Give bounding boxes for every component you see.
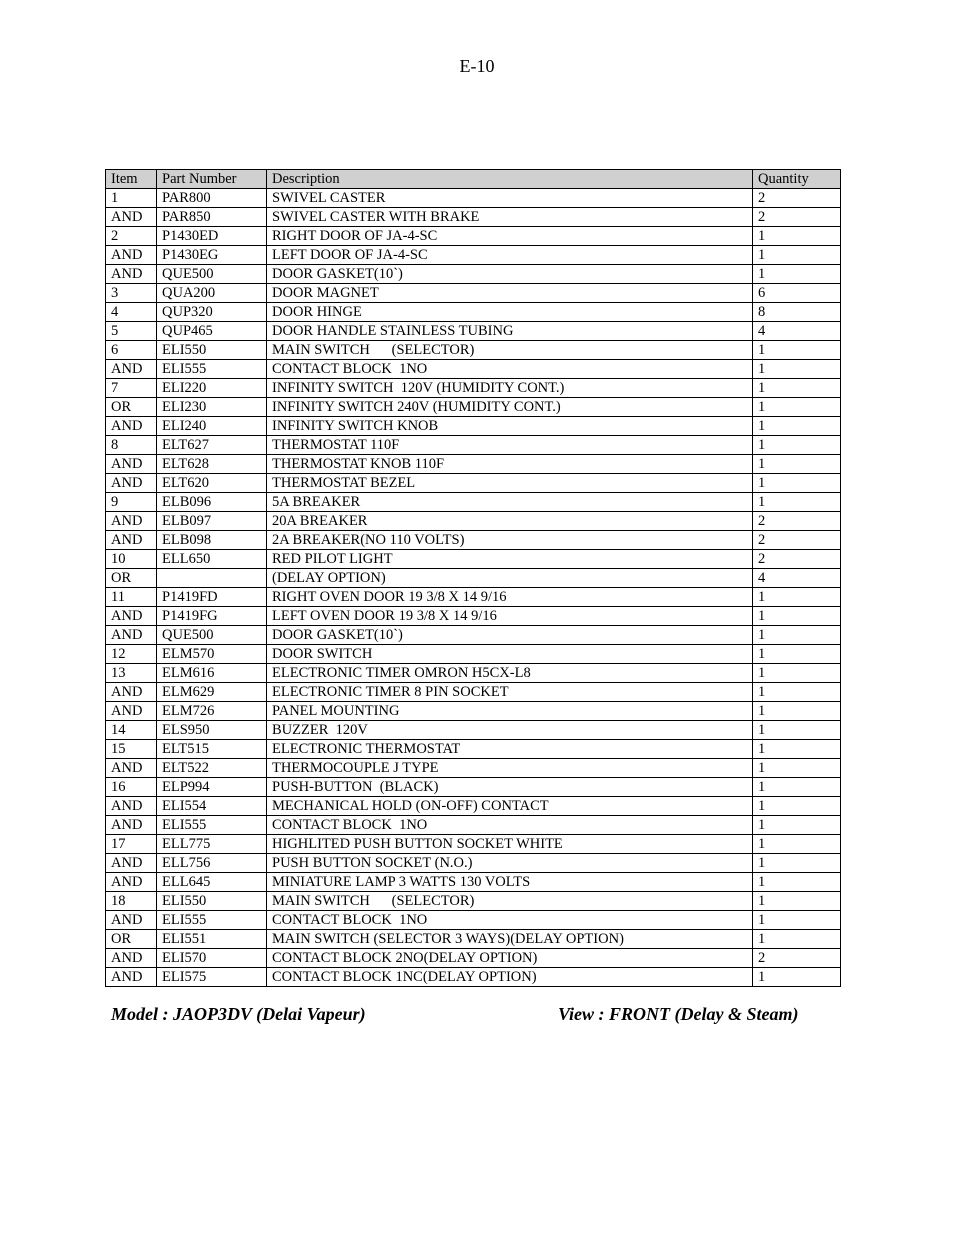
description-cell: DOOR MAGNET [267,284,753,303]
quantity-cell: 1 [753,930,841,949]
item-cell: AND [106,683,157,702]
item-cell: OR [106,398,157,417]
description-cell: INFINITY SWITCH 120V (HUMIDITY CONT.) [267,379,753,398]
part-number-cell: ELM616 [157,664,267,683]
part-number-cell: P1419FD [157,588,267,607]
description-cell: 20A BREAKER [267,512,753,531]
item-cell: 14 [106,721,157,740]
item-cell: AND [106,360,157,379]
description-cell: INFINITY SWITCH KNOB [267,417,753,436]
item-cell: AND [106,474,157,493]
part-number-cell: P1430EG [157,246,267,265]
table-row [106,246,841,265]
part-number-cell: ELI555 [157,360,267,379]
item-cell: AND [106,455,157,474]
table-row [106,645,841,664]
table-row [106,759,841,778]
table-row [106,265,841,284]
description-cell: CONTACT BLOCK 1NO [267,911,753,930]
quantity-cell: 6 [753,284,841,303]
description-cell: ELECTRONIC THERMOSTAT [267,740,753,759]
table-row [106,930,841,949]
quantity-cell: 1 [753,417,841,436]
item-cell: 8 [106,436,157,455]
description-cell: CONTACT BLOCK 1NO [267,816,753,835]
item-cell: AND [106,626,157,645]
table-row [106,341,841,360]
part-number-cell: QUE500 [157,265,267,284]
page-number: E-10 [459,56,495,76]
description-cell: DOOR HANDLE STAINLESS TUBING [267,322,753,341]
quantity-cell: 1 [753,835,841,854]
table-row [106,740,841,759]
item-cell: 4 [106,303,157,322]
table-row [106,360,841,379]
table-row [106,512,841,531]
description-cell: 2A BREAKER(NO 110 VOLTS) [267,531,753,550]
part-number-cell: PAR850 [157,208,267,227]
header-item: Item [106,170,157,189]
description-cell: DOOR SWITCH [267,645,753,664]
table-row [106,835,841,854]
quantity-cell: 1 [753,436,841,455]
quantity-cell: 1 [753,493,841,512]
table-row [106,284,841,303]
item-cell: AND [106,512,157,531]
item-cell: AND [106,531,157,550]
quantity-cell: 4 [753,322,841,341]
table-row [106,892,841,911]
part-number-cell: P1430ED [157,227,267,246]
quantity-cell: 2 [753,512,841,531]
item-cell: AND [106,607,157,626]
description-cell: LEFT OVEN DOOR 19 3/8 X 14 9/16 [267,607,753,626]
description-cell: MECHANICAL HOLD (ON-OFF) CONTACT [267,797,753,816]
table-row [106,208,841,227]
item-cell: 9 [106,493,157,512]
quantity-cell: 2 [753,208,841,227]
table-row [106,550,841,569]
part-number-cell: ELB097 [157,512,267,531]
part-number-cell: ELI220 [157,379,267,398]
item-cell: 17 [106,835,157,854]
part-number-cell: ELP994 [157,778,267,797]
description-cell: DOOR HINGE [267,303,753,322]
quantity-cell: 2 [753,189,841,208]
part-number-cell: PAR800 [157,189,267,208]
description-cell: BUZZER 120V [267,721,753,740]
quantity-cell: 1 [753,759,841,778]
description-cell: RIGHT OVEN DOOR 19 3/8 X 14 9/16 [267,588,753,607]
header-quantity: Quantity [753,170,841,189]
item-cell: OR [106,569,157,588]
part-number-cell: ELM629 [157,683,267,702]
table-row [106,588,841,607]
table-row [106,379,841,398]
table-row [106,854,841,873]
item-cell: 11 [106,588,157,607]
item-cell: AND [106,265,157,284]
header-description: Description [267,170,753,189]
quantity-cell: 1 [753,816,841,835]
part-number-cell [157,569,267,588]
item-cell: AND [106,854,157,873]
quantity-cell: 1 [753,740,841,759]
item-cell: 2 [106,227,157,246]
quantity-cell: 1 [753,341,841,360]
description-cell: MAIN SWITCH (SELECTOR 3 WAYS)(DELAY OPTION) [267,930,753,949]
item-cell: 10 [106,550,157,569]
item-cell: AND [106,797,157,816]
parts-table-header [106,170,841,189]
item-cell: AND [106,759,157,778]
item-cell: 6 [106,341,157,360]
table-row [106,968,841,987]
part-number-cell: ELI550 [157,892,267,911]
description-cell: HIGHLITED PUSH BUTTON SOCKET WHITE [267,835,753,854]
table-row [106,873,841,892]
item-cell: AND [106,949,157,968]
table-row [106,721,841,740]
table-row [106,911,841,930]
item-cell: 5 [106,322,157,341]
description-cell: CONTACT BLOCK 2NO(DELAY OPTION) [267,949,753,968]
part-number-cell: ELT522 [157,759,267,778]
quantity-cell: 1 [753,721,841,740]
part-number-cell: QUP465 [157,322,267,341]
part-number-cell: ELI555 [157,816,267,835]
item-cell: AND [106,816,157,835]
description-cell: PUSH-BUTTON (BLACK) [267,778,753,797]
description-cell: DOOR GASKET(10`) [267,265,753,284]
quantity-cell: 1 [753,588,841,607]
description-cell: ELECTRONIC TIMER 8 PIN SOCKET [267,683,753,702]
description-cell: RIGHT DOOR OF JA-4-SC [267,227,753,246]
quantity-cell: 1 [753,227,841,246]
footer-model: Model : JAOP3DV (Delai Vapeur) [111,1004,366,1024]
quantity-cell: 1 [753,474,841,493]
part-number-cell: ELT628 [157,455,267,474]
item-cell: 16 [106,778,157,797]
part-number-cell: ELI555 [157,911,267,930]
part-number-cell: ELT620 [157,474,267,493]
header-row [106,170,841,189]
part-number-cell: QUA200 [157,284,267,303]
description-cell: CONTACT BLOCK 1NO [267,360,753,379]
description-cell: PANEL MOUNTING [267,702,753,721]
table-row [106,474,841,493]
part-number-cell: ELI550 [157,341,267,360]
table-row [106,626,841,645]
item-cell: AND [106,702,157,721]
item-cell: AND [106,873,157,892]
description-cell: MINIATURE LAMP 3 WATTS 130 VOLTS [267,873,753,892]
quantity-cell: 1 [753,607,841,626]
parts-table-body [106,189,841,987]
description-cell: THERMOCOUPLE J TYPE [267,759,753,778]
table-row [106,455,841,474]
item-cell: 3 [106,284,157,303]
description-cell: DOOR GASKET(10`) [267,626,753,645]
header-part-number: Part Number [157,170,267,189]
item-cell: OR [106,930,157,949]
part-number-cell: P1419FG [157,607,267,626]
table-row [106,322,841,341]
part-number-cell: ELB098 [157,531,267,550]
quantity-cell: 2 [753,531,841,550]
item-cell: 12 [106,645,157,664]
description-cell: INFINITY SWITCH 240V (HUMIDITY CONT.) [267,398,753,417]
description-cell: (DELAY OPTION) [267,569,753,588]
quantity-cell: 1 [753,360,841,379]
table-row [106,493,841,512]
description-cell: ELECTRONIC TIMER OMRON H5CX-L8 [267,664,753,683]
description-cell: THERMOSTAT 110F [267,436,753,455]
quantity-cell: 1 [753,797,841,816]
description-cell: LEFT DOOR OF JA-4-SC [267,246,753,265]
part-number-cell: ELS950 [157,721,267,740]
part-number-cell: ELB096 [157,493,267,512]
table-row [106,664,841,683]
table-row [106,531,841,550]
item-cell: 18 [106,892,157,911]
part-number-cell: QUP320 [157,303,267,322]
quantity-cell: 4 [753,569,841,588]
part-number-cell: ELM570 [157,645,267,664]
quantity-cell: 8 [753,303,841,322]
part-number-cell: ELI230 [157,398,267,417]
item-cell: AND [106,417,157,436]
table-row [106,607,841,626]
part-number-cell: ELI570 [157,949,267,968]
description-cell: SWIVEL CASTER [267,189,753,208]
part-number-cell: ELL645 [157,873,267,892]
quantity-cell: 1 [753,645,841,664]
item-cell: 1 [106,189,157,208]
part-number-cell: QUE500 [157,626,267,645]
quantity-cell: 1 [753,455,841,474]
quantity-cell: 1 [753,854,841,873]
part-number-cell: ELI554 [157,797,267,816]
quantity-cell: 2 [753,550,841,569]
description-cell: MAIN SWITCH (SELECTOR) [267,341,753,360]
table-row [106,189,841,208]
table-row [106,778,841,797]
description-cell: THERMOSTAT KNOB 110F [267,455,753,474]
part-number-cell: ELL756 [157,854,267,873]
description-cell: SWIVEL CASTER WITH BRAKE [267,208,753,227]
parts-table [105,169,841,987]
part-number-cell: ELI240 [157,417,267,436]
table-row [106,227,841,246]
part-number-cell: ELL650 [157,550,267,569]
part-number-cell: ELT515 [157,740,267,759]
item-cell: AND [106,968,157,987]
quantity-cell: 1 [753,911,841,930]
table-row [106,816,841,835]
table-row [106,569,841,588]
part-number-cell: ELM726 [157,702,267,721]
table-row [106,303,841,322]
table-row [106,398,841,417]
quantity-cell: 1 [753,379,841,398]
table-row [106,702,841,721]
part-number-cell: ELL775 [157,835,267,854]
item-cell: AND [106,208,157,227]
quantity-cell: 1 [753,968,841,987]
quantity-cell: 2 [753,949,841,968]
description-cell: CONTACT BLOCK 1NC(DELAY OPTION) [267,968,753,987]
part-number-cell: ELI551 [157,930,267,949]
part-number-cell: ELI575 [157,968,267,987]
table-row [106,683,841,702]
table-row [106,436,841,455]
table-row [106,417,841,436]
table-row [106,797,841,816]
quantity-cell: 1 [753,626,841,645]
item-cell: 15 [106,740,157,759]
quantity-cell: 1 [753,892,841,911]
quantity-cell: 1 [753,778,841,797]
item-cell: 13 [106,664,157,683]
table-row [106,949,841,968]
quantity-cell: 1 [753,664,841,683]
description-cell: RED PILOT LIGHT [267,550,753,569]
footer-view: View : FRONT (Delay & Steam) [558,1004,799,1024]
description-cell: THERMOSTAT BEZEL [267,474,753,493]
item-cell: AND [106,911,157,930]
quantity-cell: 1 [753,398,841,417]
part-number-cell: ELT627 [157,436,267,455]
item-cell: AND [106,246,157,265]
quantity-cell: 1 [753,873,841,892]
description-cell: 5A BREAKER [267,493,753,512]
description-cell: PUSH BUTTON SOCKET (N.O.) [267,854,753,873]
description-cell: MAIN SWITCH (SELECTOR) [267,892,753,911]
quantity-cell: 1 [753,246,841,265]
quantity-cell: 1 [753,265,841,284]
quantity-cell: 1 [753,683,841,702]
quantity-cell: 1 [753,702,841,721]
item-cell: 7 [106,379,157,398]
